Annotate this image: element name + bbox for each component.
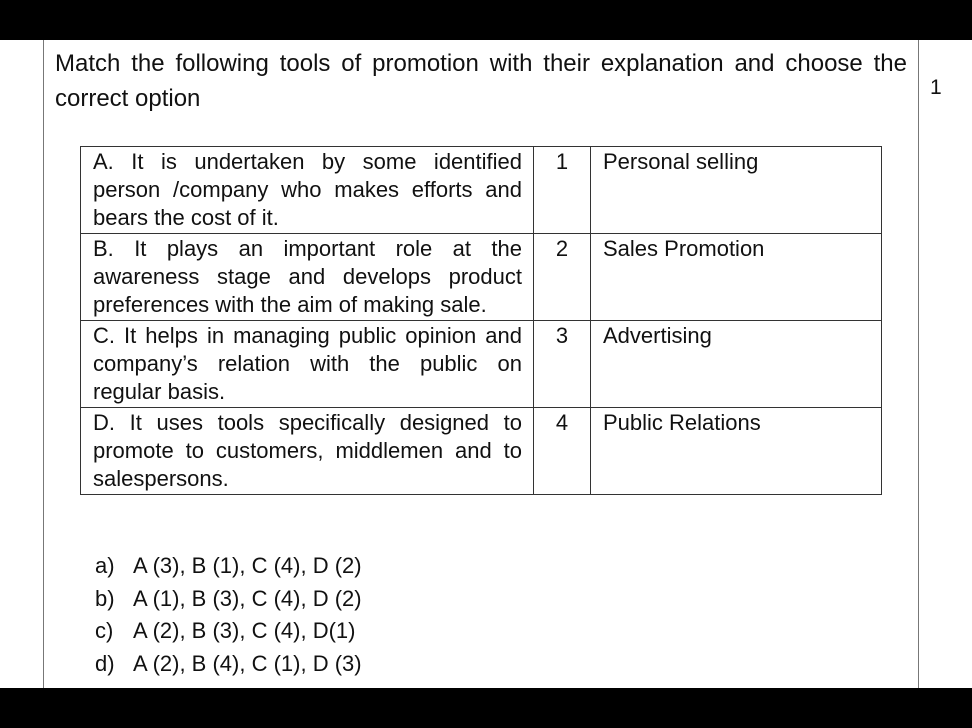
question-text: Match the following tools of promotion with their explanation and choose the correct option <box>55 50 907 112</box>
row-description: B. It plays an important role at the awareness stage and develops product preferences with the aim of making sale. <box>81 234 534 321</box>
table-row <box>81 147 882 234</box>
row-description: A. It is undertaken by some identified person /company who makes efforts and bears the cost of it. <box>81 147 534 234</box>
option-letter: b) <box>95 585 115 611</box>
row-tool: Advertising <box>591 321 882 408</box>
option-letter: d) <box>95 650 115 676</box>
row-tool: Sales Promotion <box>591 234 882 321</box>
row-number: 1 <box>534 147 591 234</box>
row-number: 2 <box>534 234 591 321</box>
option-c[interactable] <box>95 615 362 648</box>
option-letter: c) <box>95 618 114 643</box>
option-d[interactable] <box>95 648 362 681</box>
right-border-line <box>918 40 919 688</box>
row-description: D. It uses tools specifically designed to promote to customers, middlemen and to salespersons. <box>81 408 534 495</box>
question-marks: 1 <box>930 76 942 99</box>
row-number: 4 <box>534 408 591 495</box>
question-page <box>0 40 972 688</box>
option-text: A (2), B (4), C (1), D (3) <box>133 650 362 676</box>
row-description: C. It helps in managing public opinion and company’s relation with the public on regular basis. <box>81 321 534 408</box>
option-letter: a) <box>95 553 115 578</box>
left-border-line <box>43 40 44 688</box>
table-row <box>81 408 882 495</box>
answer-options <box>95 550 362 680</box>
row-tool: Personal selling <box>591 147 882 234</box>
option-b[interactable] <box>95 583 362 616</box>
option-a[interactable] <box>95 550 362 583</box>
option-text: A (3), B (1), C (4), D (2) <box>133 553 362 578</box>
row-tool: Public Relations <box>591 408 882 495</box>
option-text: A (2), B (3), C (4), D(1) <box>133 618 356 643</box>
match-table <box>80 146 882 495</box>
table-row <box>81 234 882 321</box>
option-text: A (1), B (3), C (4), D (2) <box>133 585 362 611</box>
table-row <box>81 321 882 408</box>
row-number: 3 <box>534 321 591 408</box>
